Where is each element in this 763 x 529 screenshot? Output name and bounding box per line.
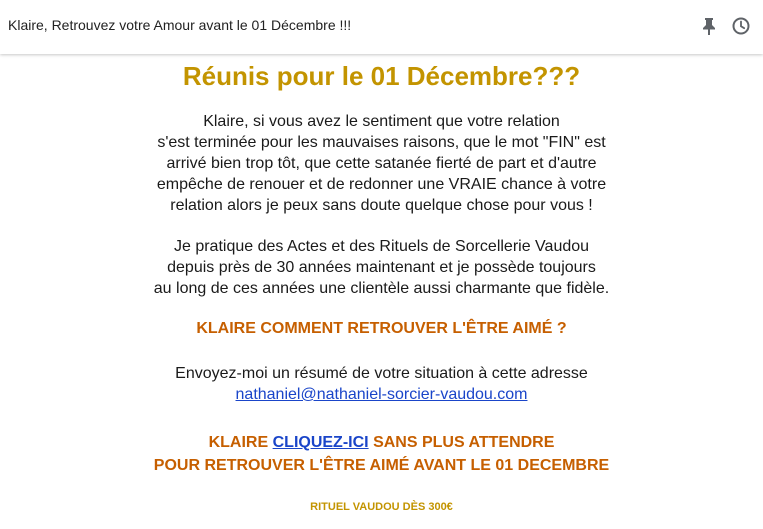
intro-line: s'est terminée pour les mauvaises raisons, que le mot "FIN" est (157, 134, 606, 151)
pin-icon[interactable] (700, 16, 718, 36)
cta-link[interactable]: CLIQUEZ-ICI (272, 434, 369, 451)
experience-line: au long de ces années une clientèle aussi charmante que fidèle. (153, 280, 610, 297)
intro-paragraph (0, 111, 763, 216)
intro-line: arrivé bien trop tôt, que cette satanée fierté de part et d'autre (166, 155, 597, 172)
question-heading: KLAIRE COMMENT RETROUVER L'ÊTRE AIMÉ ? (196, 320, 567, 337)
experience-line: Je pratique des Actes et des Rituels de Sorcellerie Vaudou (173, 238, 590, 255)
cta-line-1 (0, 432, 763, 453)
contact-email-row (0, 384, 763, 405)
email-header (0, 0, 763, 54)
price-note: RITUEL VAUDOU DÈS 300€ (310, 501, 453, 513)
contact-instructions: Envoyez-moi un résumé de votre situation à cette adresse (175, 365, 588, 382)
cta-prefix: KLAIRE (208, 434, 269, 451)
email-subject: Klaire, Retrouvez votre Amour avant le 01 Décembre !!! (8, 17, 352, 33)
intro-line: empêche de renouer et de redonner une VRAIE chance à votre (156, 176, 607, 193)
experience-paragraph (0, 236, 763, 299)
snooze-icon[interactable] (731, 16, 751, 36)
email-body (0, 54, 763, 529)
experience-line: depuis près de 30 années maintenant et je possède toujours (167, 259, 596, 276)
intro-line: relation alors je peux sans doute quelque chose pour vous ! (170, 197, 593, 214)
contact-email-link[interactable]: nathaniel@nathaniel-sorcier-vaudou.com (235, 386, 528, 403)
cta-suffix: SANS PLUS ATTENDRE (373, 434, 555, 451)
headline: Réunis pour le 01 Décembre??? (182, 61, 581, 91)
cta-line-2: POUR RETROUVER L'ÊTRE AIMÉ AVANT LE 01 DECEMBRE (153, 457, 610, 474)
intro-line: Klaire, si vous avez le sentiment que votre relation (203, 113, 560, 130)
